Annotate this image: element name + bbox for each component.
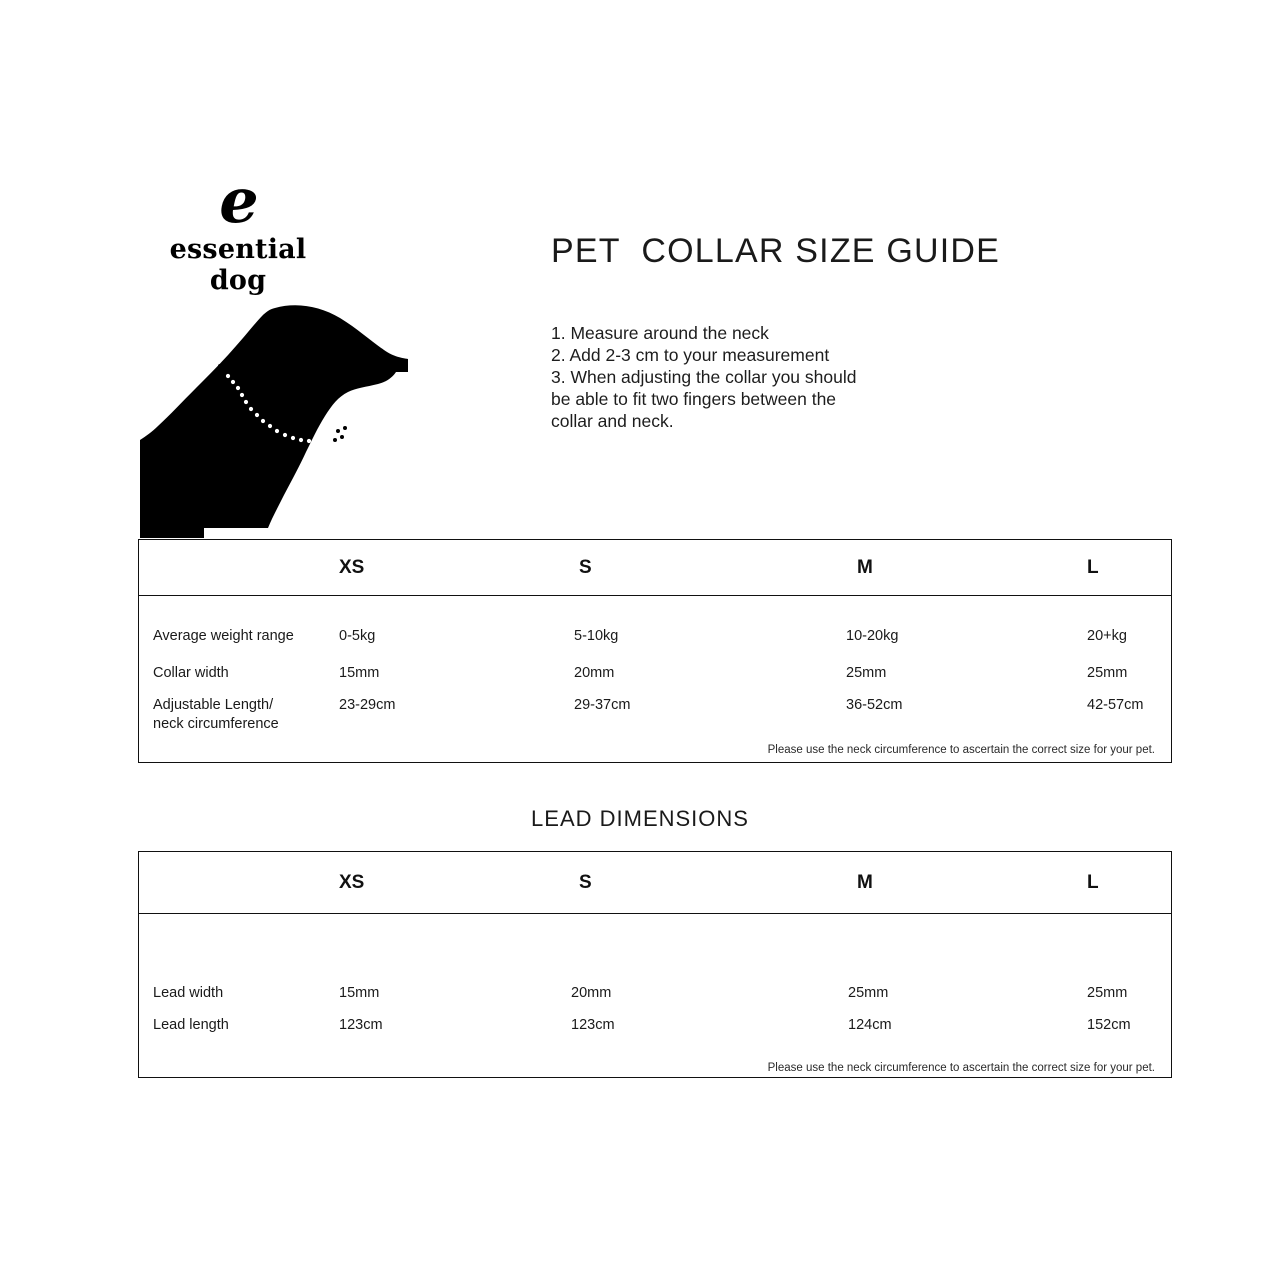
collar-weight-m: 10-20kg xyxy=(846,628,899,644)
measuring-instructions xyxy=(551,322,951,432)
collar-row-label-width: Collar width xyxy=(153,665,229,681)
collar-header-xs: XS xyxy=(339,557,365,578)
lead-length-xs: 123cm xyxy=(339,1017,383,1033)
lead-row-label-length: Lead length xyxy=(153,1017,229,1033)
dog-silhouette-illustration xyxy=(120,300,440,550)
lead-table-header-row xyxy=(139,852,1171,914)
lead-width-m: 25mm xyxy=(848,985,889,1001)
collar-header-l: L xyxy=(1087,557,1099,578)
instruction-line-5: collar and neck. xyxy=(551,411,674,431)
lead-header-xs: XS xyxy=(339,872,365,893)
collar-table-note: Please use the neck circumference to ascertain the correct size for your pet. xyxy=(767,744,1155,756)
collar-row-label-length xyxy=(153,696,279,734)
lead-header-m: M xyxy=(857,872,873,893)
collar-table-body xyxy=(139,596,1171,818)
lead-header-l: L xyxy=(1087,872,1099,893)
collar-length-xs: 23-29cm xyxy=(339,697,396,713)
lead-table-body xyxy=(139,914,1171,1139)
lead-length-l: 152cm xyxy=(1087,1017,1131,1033)
collar-table-header-row xyxy=(139,540,1171,596)
collar-row-label-weight: Average weight range xyxy=(153,628,294,644)
collar-length-m: 36-52cm xyxy=(846,697,903,713)
collar-row-label-length-line1: Adjustable Length/ xyxy=(153,697,274,713)
collar-header-m: M xyxy=(857,557,873,578)
lead-width-s: 20mm xyxy=(571,985,612,1001)
lead-width-l: 25mm xyxy=(1087,985,1128,1001)
lead-width-xs: 15mm xyxy=(339,985,380,1001)
instruction-line-3: 3. When adjusting the collar you should xyxy=(551,367,857,387)
lead-length-s: 123cm xyxy=(571,1017,615,1033)
instruction-line-1: 1. Measure around the neck xyxy=(551,323,769,343)
collar-weight-l: 20+kg xyxy=(1087,628,1127,644)
collar-length-l: 42-57cm xyxy=(1087,697,1144,713)
lead-row-label-width: Lead width xyxy=(153,985,224,1001)
collar-width-m: 25mm xyxy=(846,665,887,681)
collar-row-label-length-line2: neck circumference xyxy=(153,716,279,732)
lead-length-m: 124cm xyxy=(848,1017,892,1033)
collar-header-s: S xyxy=(579,557,592,578)
collar-width-l: 25mm xyxy=(1087,665,1128,681)
lead-header-s: S xyxy=(579,872,592,893)
logo-mark-icon: e xyxy=(219,164,257,237)
collar-weight-s: 5-10kg xyxy=(574,628,619,644)
collar-size-table xyxy=(138,539,1172,763)
lead-dimensions-title: LEAD DIMENSIONS xyxy=(531,806,749,831)
lead-table-note: Please use the neck circumference to ascertain the correct size for your pet. xyxy=(767,1062,1155,1074)
instruction-line-2: 2. Add 2-3 cm to your measurement xyxy=(551,345,830,365)
collar-length-s: 29-37cm xyxy=(574,697,631,713)
brand-name: essential dog xyxy=(169,234,307,296)
collar-width-xs: 15mm xyxy=(339,665,380,681)
lead-dimensions-table xyxy=(138,851,1172,1078)
instruction-line-4: be able to fit two fingers between the xyxy=(551,389,837,409)
collar-weight-xs: 0-5kg xyxy=(339,628,376,644)
brand-logo xyxy=(138,164,338,296)
collar-width-s: 20mm xyxy=(574,665,615,681)
page-title: PET COLLAR SIZE GUIDE xyxy=(551,232,1000,270)
